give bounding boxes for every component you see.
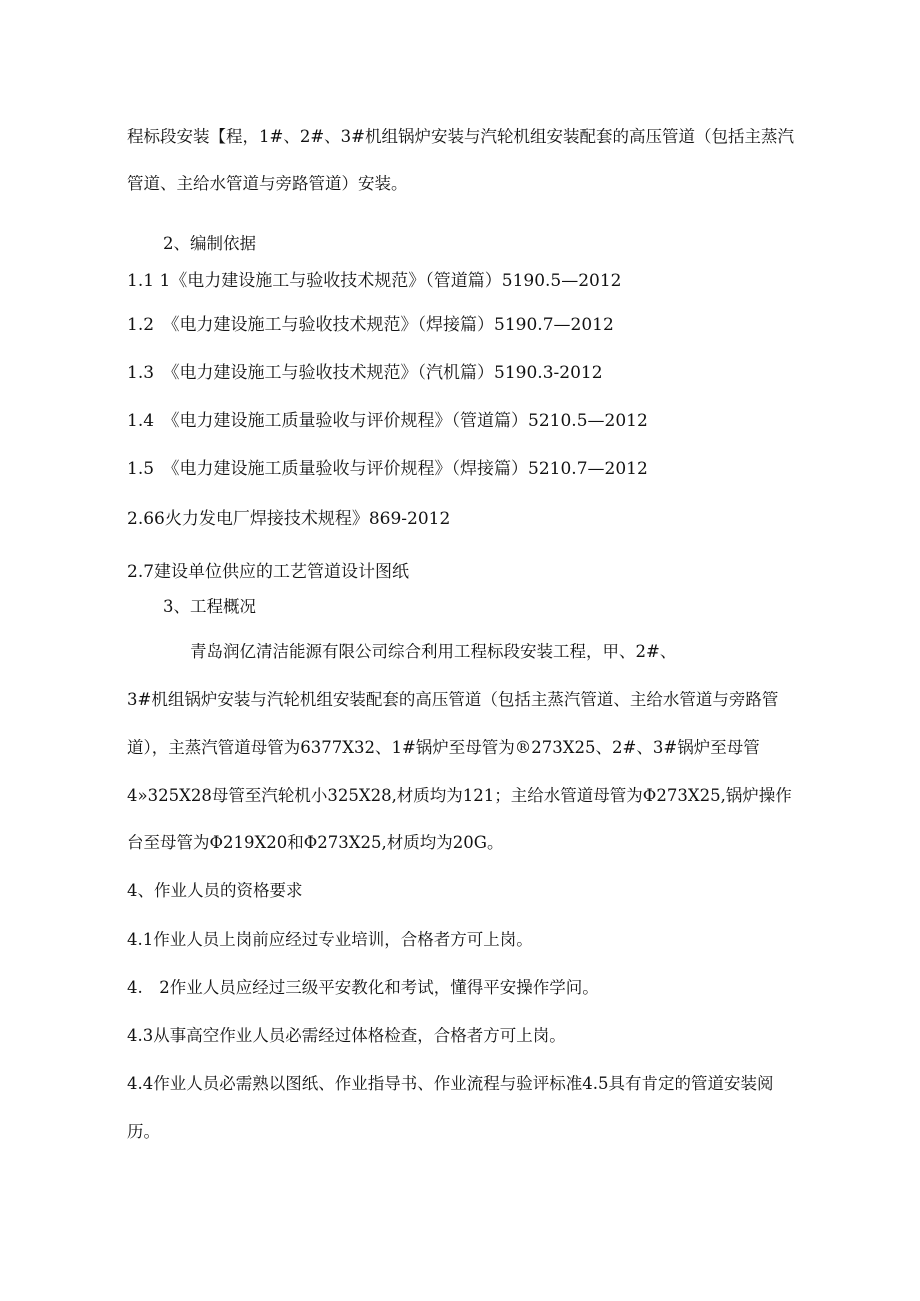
overview-line: 台至母管为Φ219X20和Φ273X25,材质均为20G。 xyxy=(127,833,504,852)
overview-line: 4»325X28母管至汽轮机小325X28,材质均为121；主给水管道母管为Φ273X25,锅炉操作 xyxy=(127,786,792,805)
basis-item: 1.5 《电力建设施工质量验收与评价规程》（焊接篇）5210.7—2012 xyxy=(127,459,648,479)
basis-item: 1.2 《电力建设施工与验收技术规范》（焊接篇）5190.7—2012 xyxy=(127,315,614,335)
personnel-heading: 4、作业人员的资格要求 xyxy=(127,881,303,900)
basis-item: 2.7建设单位供应的工艺管道设计图纸 xyxy=(127,562,410,582)
personnel-item: 4.1作业人员上岗前应经过专业培训，合格者方可上岗。 xyxy=(127,930,533,949)
overview-line: 青岛润亿清洁能源有限公司综合利用工程标段安装工程，甲、2#、 xyxy=(190,642,677,661)
basis-item: 1.3 《电力建设施工与验收技术规范》（汽机篇）5190.3-2012 xyxy=(127,363,603,383)
basis-item: 1.4 《电力建设施工质量验收与评价规程》（管道篇）5210.5—2012 xyxy=(127,411,648,431)
personnel-item: 4.4作业人员必需熟以图纸、作业指导书、作业流程与验评标准4.5具有肯定的管道安装阅 xyxy=(127,1074,774,1093)
intro-line-1: 程标段安装【程，1#、2#、3#机组锅炉安装与汽轮机组安装配套的高压管道（包括主蒸汽 xyxy=(127,127,794,146)
overview-line: 3#机组锅炉安装与汽轮机组安装配套的高压管道（包括主蒸汽管道、主给水管道与旁路管 xyxy=(127,690,779,709)
basis-item: 2.66火力发电厂焊接技术规程》869-2012 xyxy=(127,509,451,529)
overview-line: 道），主蒸汽管道母管为6377X32、1#锅炉至母管为®273X25、2#、3#锅炉至母管 xyxy=(127,738,760,757)
personnel-item: 历。 xyxy=(127,1122,160,1141)
basis-heading: 2、编制依据 xyxy=(163,234,256,253)
personnel-item: 4.3从事高空作业人员必需经过体格检查，合格者方可上岗。 xyxy=(127,1026,566,1045)
intro-line-2: 管道、主给水管道与旁路管道）安装。 xyxy=(127,174,408,193)
overview-heading: 3、工程概况 xyxy=(163,597,256,616)
basis-item: 1.1 1《电力建设施工与验收技术规范》（管道篇）5190.5—2012 xyxy=(127,271,622,291)
personnel-item: 4. 2作业人员应经过三级平安教化和考试，懂得平安操作学问。 xyxy=(127,978,599,997)
